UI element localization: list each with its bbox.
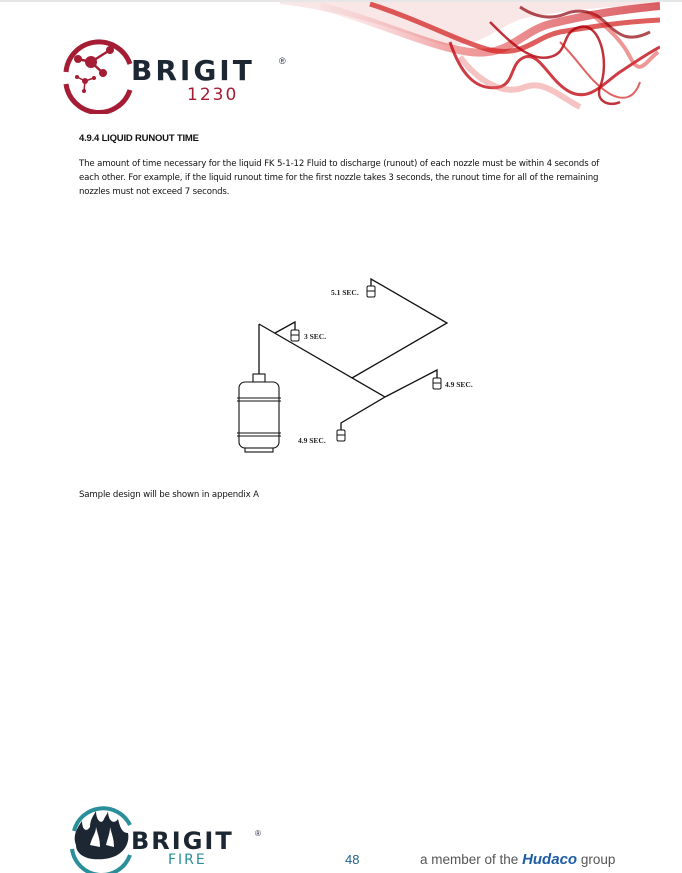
logo-brand-text: BRIGIT: [131, 54, 255, 87]
member-prefix: a member of the: [420, 852, 519, 867]
footer-logo-product-text: FIRE: [168, 852, 207, 868]
hudaco-brand: Hudaco: [522, 851, 578, 868]
branch-pipe-4-9sec-bottom: [341, 397, 385, 430]
section-heading: 4.9.4 LIQUID RUNOUT TIME: [79, 133, 199, 144]
footer-logo-registered-mark: ®: [255, 829, 261, 838]
branch-pipe-4-9sec-right: [385, 370, 437, 397]
nozzle-label: 4.9 SEC.: [445, 380, 473, 389]
nozzle-icon: [367, 286, 375, 297]
red-smoke-decoration: [260, 2, 660, 114]
nozzle-icon: [433, 378, 441, 389]
piping-runout-diagram: [225, 270, 485, 460]
appendix-note: Sample design will be shown in appendix A: [79, 490, 259, 500]
nozzle-label: 5.1 SEC.: [331, 288, 359, 297]
nozzle-icon: [337, 430, 345, 441]
page-number: 48: [345, 852, 360, 867]
member-suffix: group: [580, 852, 616, 867]
logo-product-text: 1230: [187, 85, 239, 105]
nozzle-label: 4.9 SEC.: [298, 436, 326, 445]
branch-pipe-5-1sec: [352, 279, 447, 378]
member-of-group-text: [420, 851, 615, 868]
nozzle-label: 3 SEC.: [304, 332, 327, 341]
agent-cylinder-icon: [237, 374, 281, 452]
section-paragraph: The amount of time necessary for the liquid FK 5-1-12 Fluid to discharge (runout) of each nozzle must be within 4 seconds of each other. For example, if the liquid runout time for the first nozzle takes 3 seconds, the runout time for all of the remaining nozzles must not exceed 7 seconds.: [79, 159, 600, 197]
nozzle-icon: [291, 330, 299, 341]
footer-logo-brand-text: BRIGIT: [131, 827, 234, 855]
logo-registered-mark: ®: [279, 56, 286, 66]
